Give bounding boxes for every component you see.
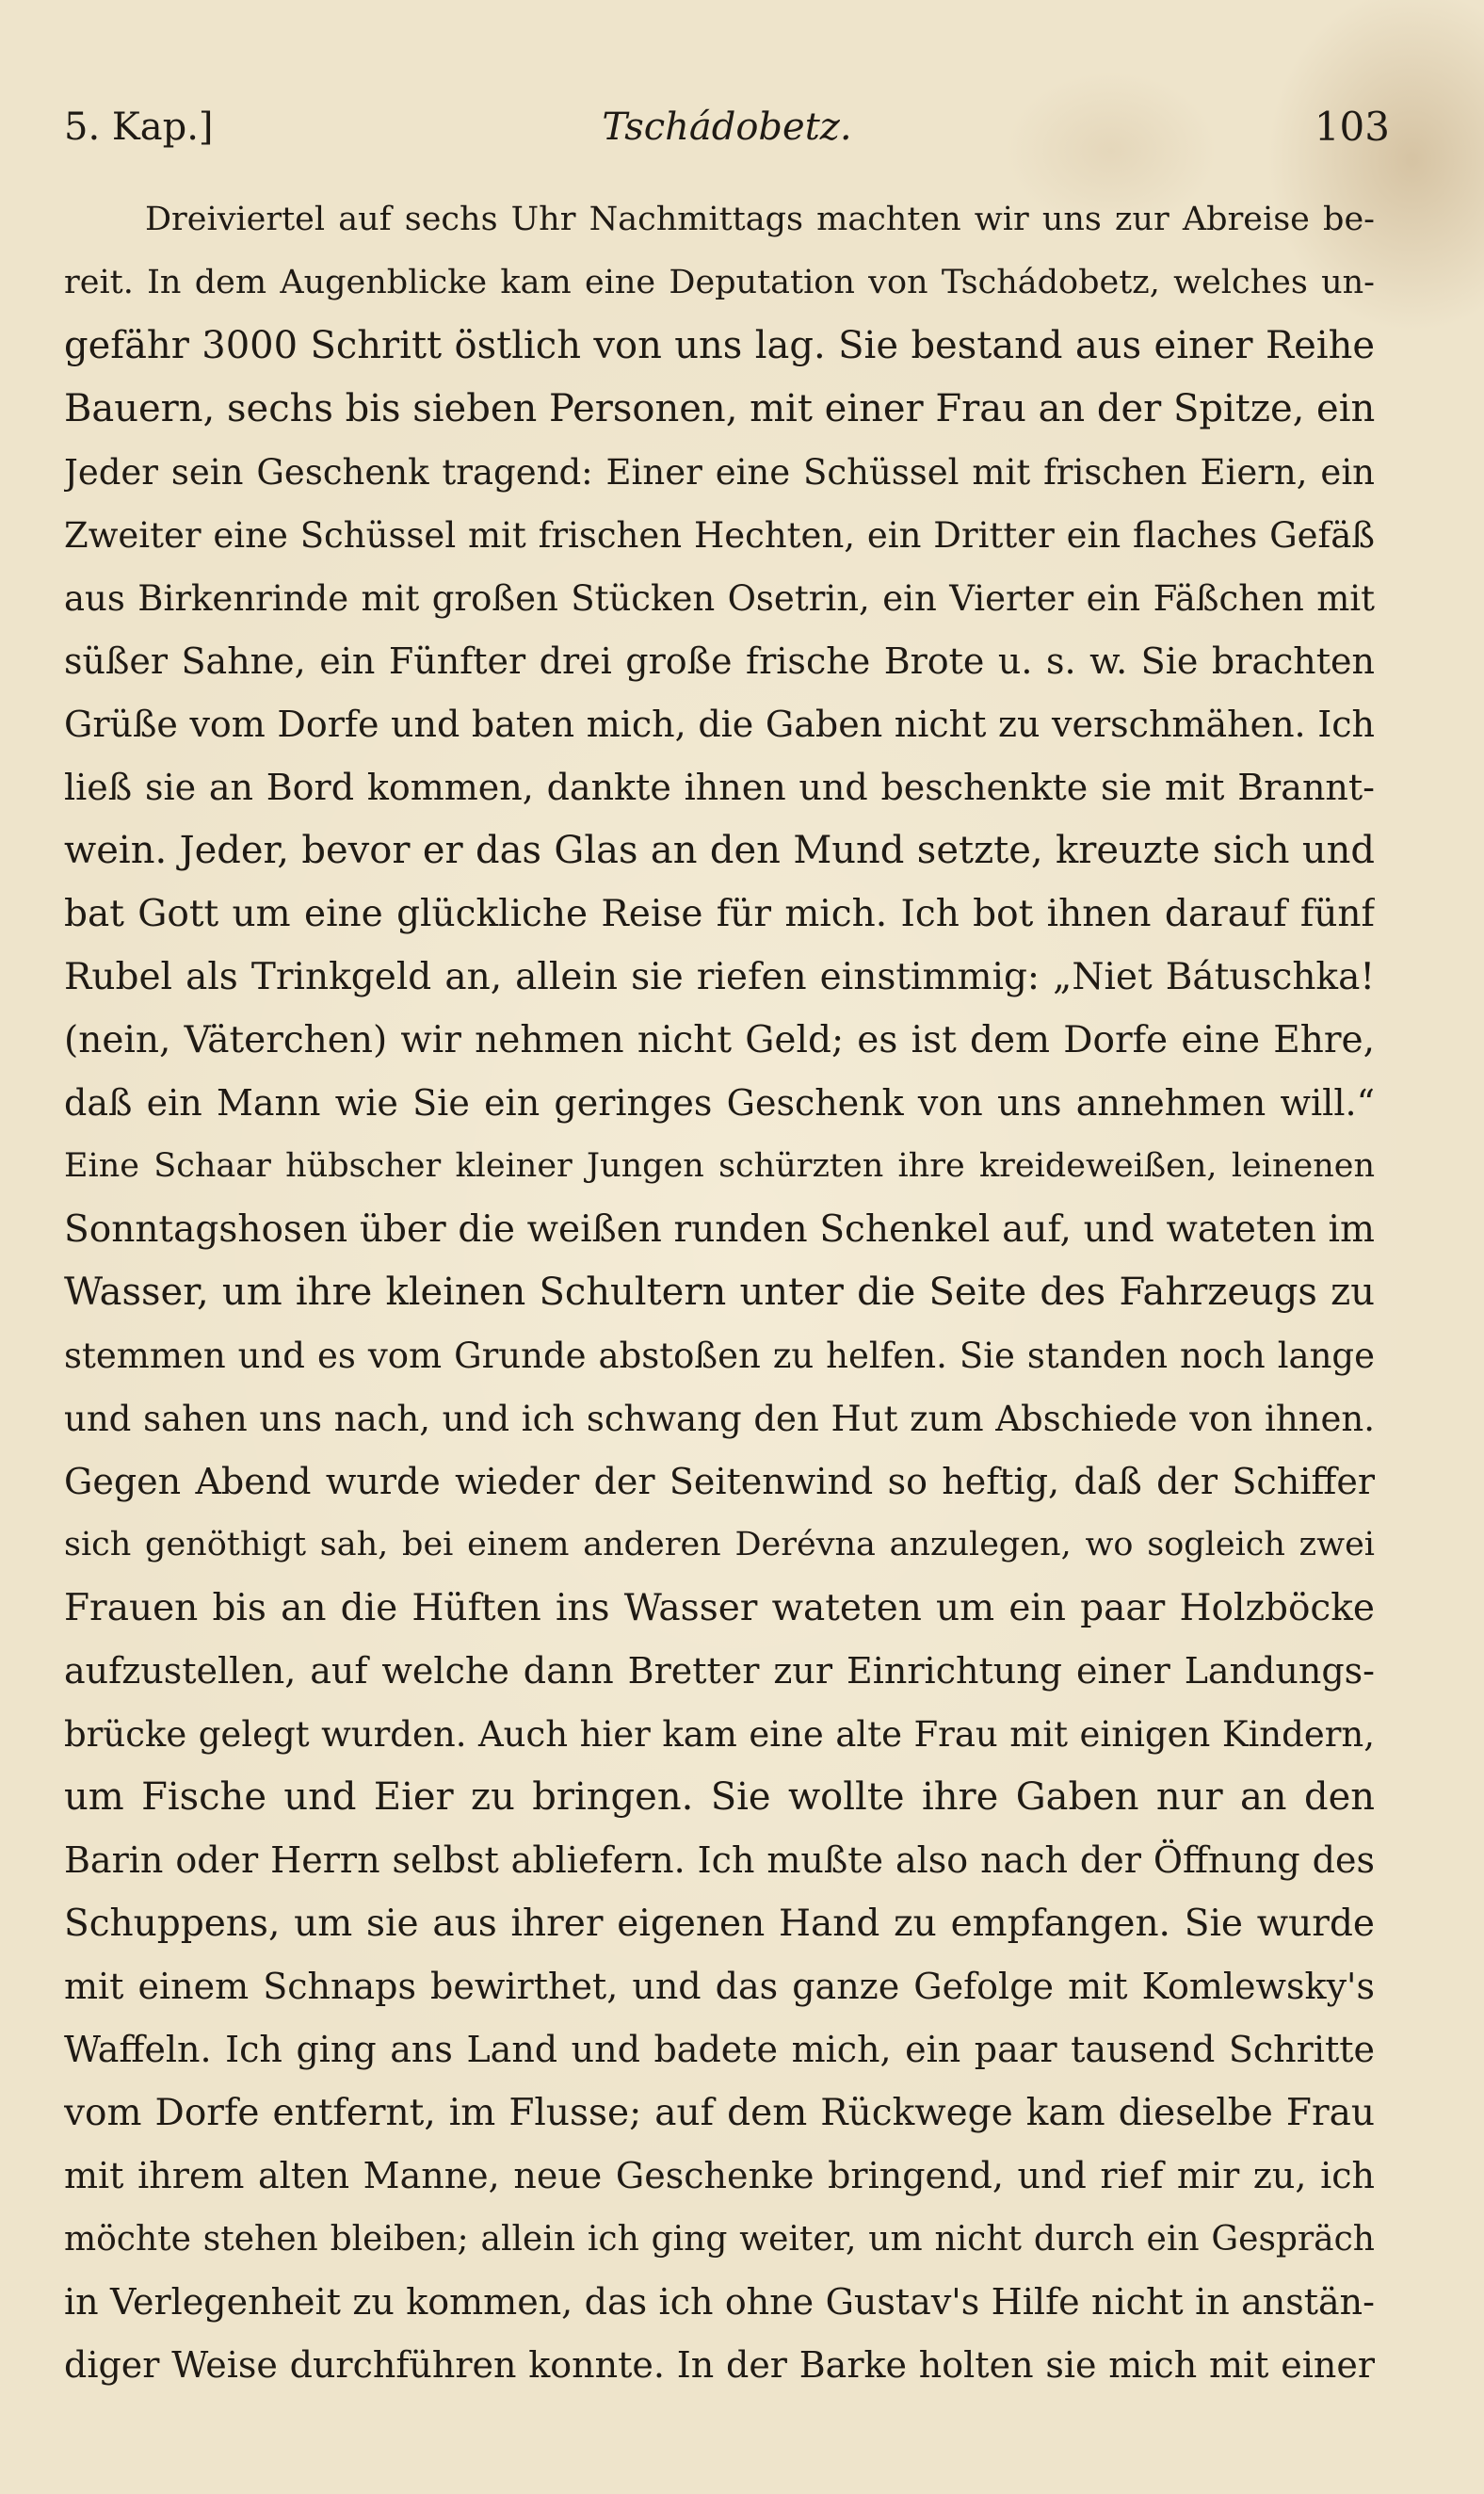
text-line: Wasser, um ihre kleinen Schultern unter die Seite des Fahrzeugs zu bbox=[64, 1271, 1375, 1314]
text-line: Dreiviertel auf sechs Uhr Nachmittags machten wir uns zur Abreise be- bbox=[145, 201, 1375, 238]
text-line: Sonntagshosen über die weißen runden Schenkel auf, und wateten im bbox=[64, 1208, 1375, 1251]
text-line: möchte stehen bleiben; allein ich ging weiter, um nicht durch ein Gespräch bbox=[64, 2220, 1375, 2259]
body-text bbox=[64, 188, 1375, 2397]
text-line: Eine Schaar hübscher kleiner Jungen schürzten ihre kreideweißen, leinenen bbox=[64, 1147, 1375, 1185]
page-number: 103 bbox=[1314, 104, 1390, 150]
text-line: diger Weise durchführen konnte. In der Barke holten sie mich mit einer bbox=[64, 2344, 1375, 2386]
text-line: Rubel als Trinkgeld an, allein sie riefen einstimmig: „Niet Bátuschka! bbox=[64, 956, 1375, 998]
running-title: Tschádobetz. bbox=[602, 105, 852, 149]
text-line: reit. In dem Augenblicke kam eine Deputation von Tschádobetz, welches un- bbox=[64, 264, 1375, 301]
text-line: aufzustellen, auf welche dann Bretter zur Einrichtung einer Landungs- bbox=[64, 1650, 1375, 1692]
text-line: stemmen und es vom Grunde abstoßen zu helfen. Sie standen noch lange bbox=[64, 1336, 1375, 1376]
text-line: ließ sie an Bord kommen, dankte ihnen und beschenkte sie mit Brannt- bbox=[64, 767, 1375, 808]
text-line: Waffeln. Ich ging ans Land und badete mich, ein paar tausend Schritte bbox=[64, 2029, 1375, 2070]
text-line: Frauen bis an die Hüften ins Wasser wateten um ein paar Holzböcke bbox=[64, 1587, 1375, 1629]
text-line: bat Gott um eine glückliche Reise für mich. Ich bot ihnen darauf fünf bbox=[64, 893, 1375, 935]
text-line: brücke gelegt wurden. Auch hier kam eine alte Frau mit einigen Kindern, bbox=[64, 1714, 1375, 1755]
text-line: sich genöthigt sah, bei einem anderen Derévna anzulegen, wo sogleich zwei bbox=[64, 1526, 1375, 1563]
running-header bbox=[64, 94, 1390, 160]
text-line: (nein, Väterchen) wir nehmen nicht Geld; es ist dem Dorfe eine Ehre, bbox=[64, 1019, 1375, 1061]
text-line: Gegen Abend wurde wieder der Seitenwind so heftig, daß der Schiffer bbox=[64, 1461, 1375, 1502]
text-line: daß ein Mann wie Sie ein geringes Geschenk von uns annehmen will.“ bbox=[64, 1082, 1375, 1124]
text-line: Grüße vom Dorfe und baten mich, die Gaben nicht zu verschmähen. Ich bbox=[64, 704, 1375, 745]
text-line: aus Birkenrinde mit großen Stücken Osetrin, ein Vierter ein Fäßchen mit bbox=[64, 578, 1375, 619]
text-line: um Fische und Eier zu bringen. Sie wollte ihre Gaben nur an den bbox=[64, 1775, 1375, 1819]
text-line: mit einem Schnaps bewirthet, und das ganze Gefolge mit Komlewsky's bbox=[64, 1966, 1375, 2007]
text-line: Schuppens, um sie aus ihrer eigenen Hand zu empfangen. Sie wurde bbox=[64, 1903, 1375, 1945]
text-line: wein. Jeder, bevor er das Glas an den Mund setzte, kreuzte sich und bbox=[64, 829, 1375, 872]
text-line: vom Dorfe entfernt, im Flusse; auf dem Rückwege kam dieselbe Frau bbox=[64, 2092, 1375, 2134]
text-line: Jeder sein Geschenk tragend: Einer eine Schüssel mit frischen Eiern, ein bbox=[64, 452, 1375, 493]
text-line: gefähr 3000 Schritt östlich von uns lag. Sie bestand aus einer Reihe bbox=[64, 324, 1375, 367]
text-line: und sahen uns nach, und ich schwang den Hut zum Abschiede von ihnen. bbox=[64, 1399, 1375, 1439]
text-line: Bauern, sechs bis sieben Personen, mit einer Frau an der Spitze, ein bbox=[64, 387, 1375, 430]
text-line: Barin oder Herrn selbst abliefern. Ich mußte also nach der Öffnung des bbox=[64, 1839, 1375, 1881]
text-line: süßer Sahne, ein Fünfter drei große frische Brote u. s. w. Sie brachten bbox=[64, 640, 1375, 682]
chapter-reference: 5. Kap.] bbox=[64, 105, 214, 149]
text-line: Zweiter eine Schüssel mit frischen Hechten, ein Dritter ein flaches Gefäß bbox=[64, 515, 1375, 556]
text-line: in Verlegenheit zu kommen, das ich ohne Gustav's Hilfe nicht in anstän- bbox=[64, 2281, 1375, 2323]
text-line: mit ihrem alten Manne, neue Geschenke bringend, und rief mir zu, ich bbox=[64, 2155, 1375, 2196]
